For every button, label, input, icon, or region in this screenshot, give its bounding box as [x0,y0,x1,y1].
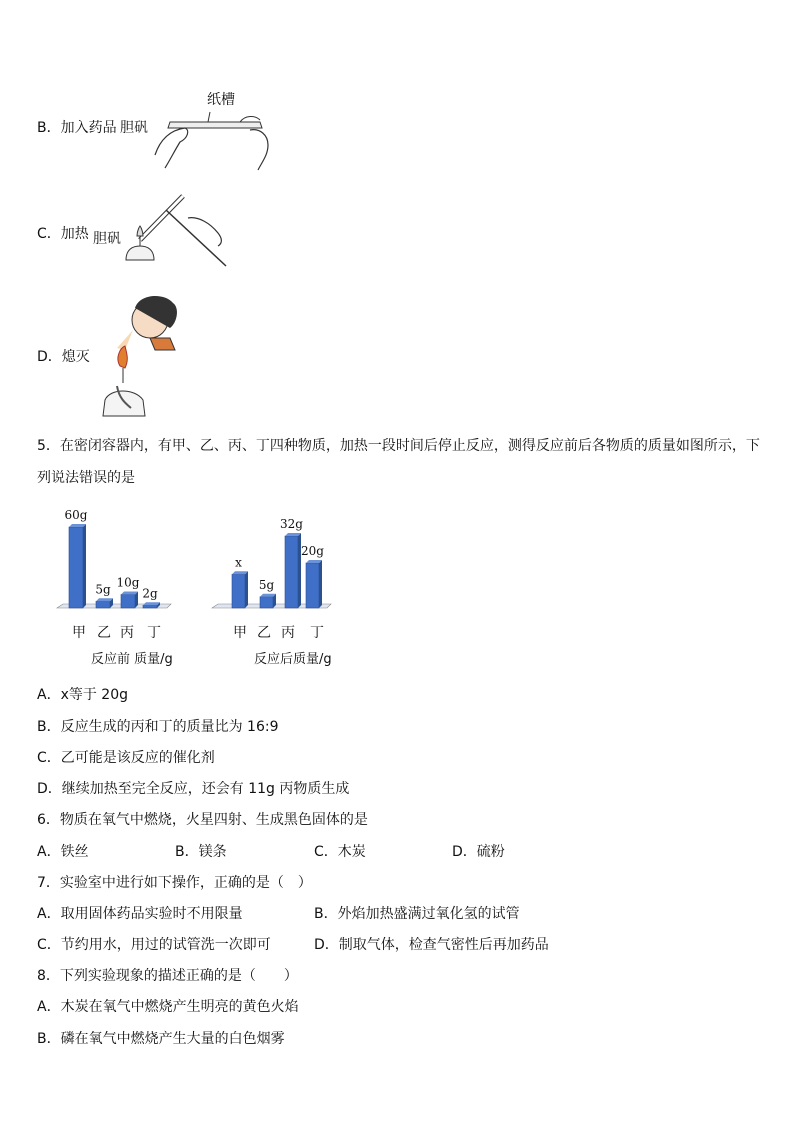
q6-option-c: C．木炭 [314,844,366,860]
q8-option-a: A．木炭在氧气中燃烧产生明亮的黄色火焰 [37,999,299,1015]
q6-option-a: A．铁丝 [37,844,89,860]
q5-option-a: A．x等于 20g [37,687,129,703]
q6-stem: 6．物质在氧气中燃烧，火星四射、生成黑色固体的是 [37,812,368,828]
q8-option-b: B．磷在氧气中燃烧产生大量的白色烟雾 [37,1031,285,1047]
chart-before-bar-3 [143,602,160,608]
chart-after-title: 反应后质量/g [254,652,332,667]
chart-before-cat-0: 甲 [72,625,86,641]
chart-after-cat-1: 乙 [257,625,271,641]
q5-option-b: B．反应生成的丙和丁的质量比为 16:9 [37,719,279,735]
chart-before-data-label-3: 2g [142,586,158,601]
blowing-out-illustration [95,288,195,428]
chart-after-bar-1 [260,594,276,608]
q6-option-b: B．镁条 [175,844,227,860]
chart-after-cat-3: 丁 [310,625,324,641]
chart-after-cat-0: 甲 [233,625,247,641]
chart-before-title: 反应前 质量/g [91,652,173,667]
chart-after-bar-3 [306,560,322,608]
chart-after-cat-2: 丙 [281,625,295,641]
paper-trough-label: 纸槽 [207,92,235,108]
option-b-label: B．加入药品 [37,120,117,136]
q5-option-c: C．乙可能是该反应的催化剂 [37,750,215,766]
chart-before-data-label-2: 10g [116,575,140,590]
q7-option-c: C．节约用水，用过的试管洗一次即可 [37,937,271,953]
q7-option-a: A．取用固体药品实验时不用限量 [37,906,243,922]
q5-stem-line2: 列说法错误的是 [37,470,135,486]
q5-option-d: D．继续加热至完全反应，还会有 11g 丙物质生成 [37,781,350,797]
chart-before-bar-0 [69,524,86,608]
chart-before-cat-3: 丁 [147,625,161,641]
q8-stem: 8．下列实验现象的描述正确的是（ ） [37,968,298,984]
chart-before-bar-2 [121,592,138,609]
heating-illustration [118,188,233,270]
chart-before-data-label-1: 5g [95,582,111,597]
q7-option-d: D．制取气体，检查气密性后再加药品 [314,937,549,953]
chart-after-data-label-0: x [235,555,242,570]
chart-before [55,502,175,614]
paper-trough-illustration [150,100,280,172]
option-d-label: D．熄灭 [37,349,90,365]
chart-after-bar-2 [285,533,301,608]
chart-after-bar-0 [232,571,248,608]
q7-option-b: B．外焰加热盛满过氧化氢的试管 [314,906,520,922]
chart-before-cat-2: 丙 [120,625,134,641]
chalcanthite-label-2: 胆矾 [93,231,121,247]
chart-before-bar-1 [96,598,113,608]
chart-after-data-label-3: 20g [301,544,324,558]
q6-option-d: D．硫粉 [452,844,505,860]
chalcanthite-label: 胆矾 [120,120,148,136]
chart-after-data-label-1: 5g [258,577,275,592]
q5-stem-line1: 5．在密闭容器内，有甲、乙、丙、丁四种物质，加热一段时间后停止反应，测得反应前后各物质的质量如图所示，下 [37,438,760,454]
chart-after [210,515,335,614]
chart-after-data-label-2: 32g [280,517,303,531]
option-c-label: C．加热 [37,226,89,242]
chart-before-data-label-0: 60g [64,508,88,522]
chart-before-cat-1: 乙 [97,625,111,641]
q7-stem: 7．实验室中进行如下操作，正确的是（ ） [37,875,312,891]
